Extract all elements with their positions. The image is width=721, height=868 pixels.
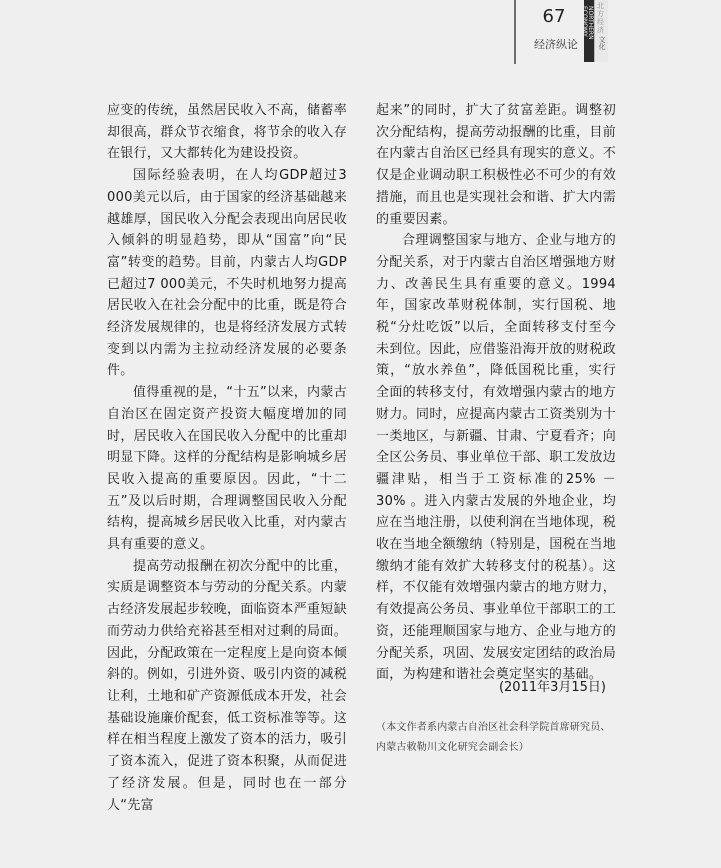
paragraph: 提高劳动报酬在初次分配中的比重，实质是调整资本与劳动的分配关系。内蒙古经济发展起步较晚，面临资本严重短缺而劳动力供给充裕甚至相对过剩的局面。因此，分配政策在一定程度上是向资本倾斜的。例如，引进外资、吸引内资的减税让利，土地和矿产资源低成本开发，社会基础设施廉价配套，低工资标准等等。这样在相当程度上激发了资本的活力，吸引了资本流入，促进了资本积聚，从而促进了经济发展。但是，同时也在一部分人“先富	[107, 558, 347, 813]
paragraph: 合理调整国家与地方、企业与地方的分配关系，对于内蒙古自治区增强地方财力、改善民生具有重要的意义。1994年，国家改革财税体制，实行国税、地税“分灶吃饭”以后，全面转移支付至今未到位。因此，应借鉴沿海开放的财税政策，“放水养鱼”，降低国税比重，实行全面的转移支付，有效增强内蒙古的地方财力。同时，应提高内蒙古工资类别为十一类地区，与新疆、甘肃、宁夏看齐；向全区公务员、事业单位干部、职工发放边疆津贴，相当于工资标准的25% － 30% 。进入内蒙古发展的外地企业，均应在当地注册，以使利润在当地体现，税收在当地全额缴纳（特别是，国税在当地缴纳才能有效扩大转移支付的税基）。这样，不仅能有效增强内蒙古的地方财力，有效提高公务员、事业单位干部职工的工资，还能理顺国家与地方、企业与地方的分配关系，巩固、发展安定团结的政治局面，为构建和谐社会奠定坚实的基础。	[376, 233, 616, 683]
article-date: (2011年3月15日)	[498, 680, 606, 695]
journal-logo	[581, 0, 608, 62]
paragraph: 起来”的同时，扩大了贫富差距。调整初次分配结构，提高劳动报酬的比重，目前在内蒙古自治区已经具有现实的意义。不仅是企业调动职工积极性必不可少的有效措施，而且也是实现社会和谐、扩大内需的重要因素。	[376, 103, 616, 227]
paragraph: 应变的传统，虽然居民收入不高，储蓄率却很高，群众节衣缩食，将节余的收入存在银行，又大都转化为建设投资。	[107, 103, 347, 162]
logo-mark-bottom: 文化	[598, 36, 606, 50]
header-divider	[514, 0, 516, 64]
page-number: 67	[542, 6, 566, 27]
section-title: 经济纵论	[534, 38, 578, 51]
paragraph: 值得重视的是，“十五”以来，内蒙古自治区在固定资产投资大幅度增加的同时，居民收入在国民收入分配中的比重却明显下降。这样的分配结构是影响城乡居民收入提高的重要原因。因此，“十二五”及以后时期，合理调整国民收入分配结构，提高城乡居民收入比重，对内蒙古具有重要的意义。	[107, 385, 347, 553]
paragraph: 国际经验表明，在人均GDP超过3 000美元以后，由于国家的经济基础越来越雄厚，国民收入分配会表现出向居民收入倾斜的明显趋势，即从“国富”向“民富”转变的趋势。目前，内蒙古人均GDP已超过7 000美元，不失时机地努力提高居民收入在社会分配中的比重，既是符合经济发展规律的，也是将经济发展方式转变到以内需为主拉动经济发展的必要条件。	[107, 168, 347, 379]
right-column	[376, 100, 616, 686]
left-column	[107, 100, 347, 816]
logo-vertical-text: NORTHERN ECONOMY	[581, 6, 594, 40]
author-note: （本文作者系内蒙古自治区社会科学院首席研究员、内蒙古敕勒川文化研究会副会长）	[376, 722, 611, 753]
logo-mark-top: 北方经济	[597, 2, 604, 34]
